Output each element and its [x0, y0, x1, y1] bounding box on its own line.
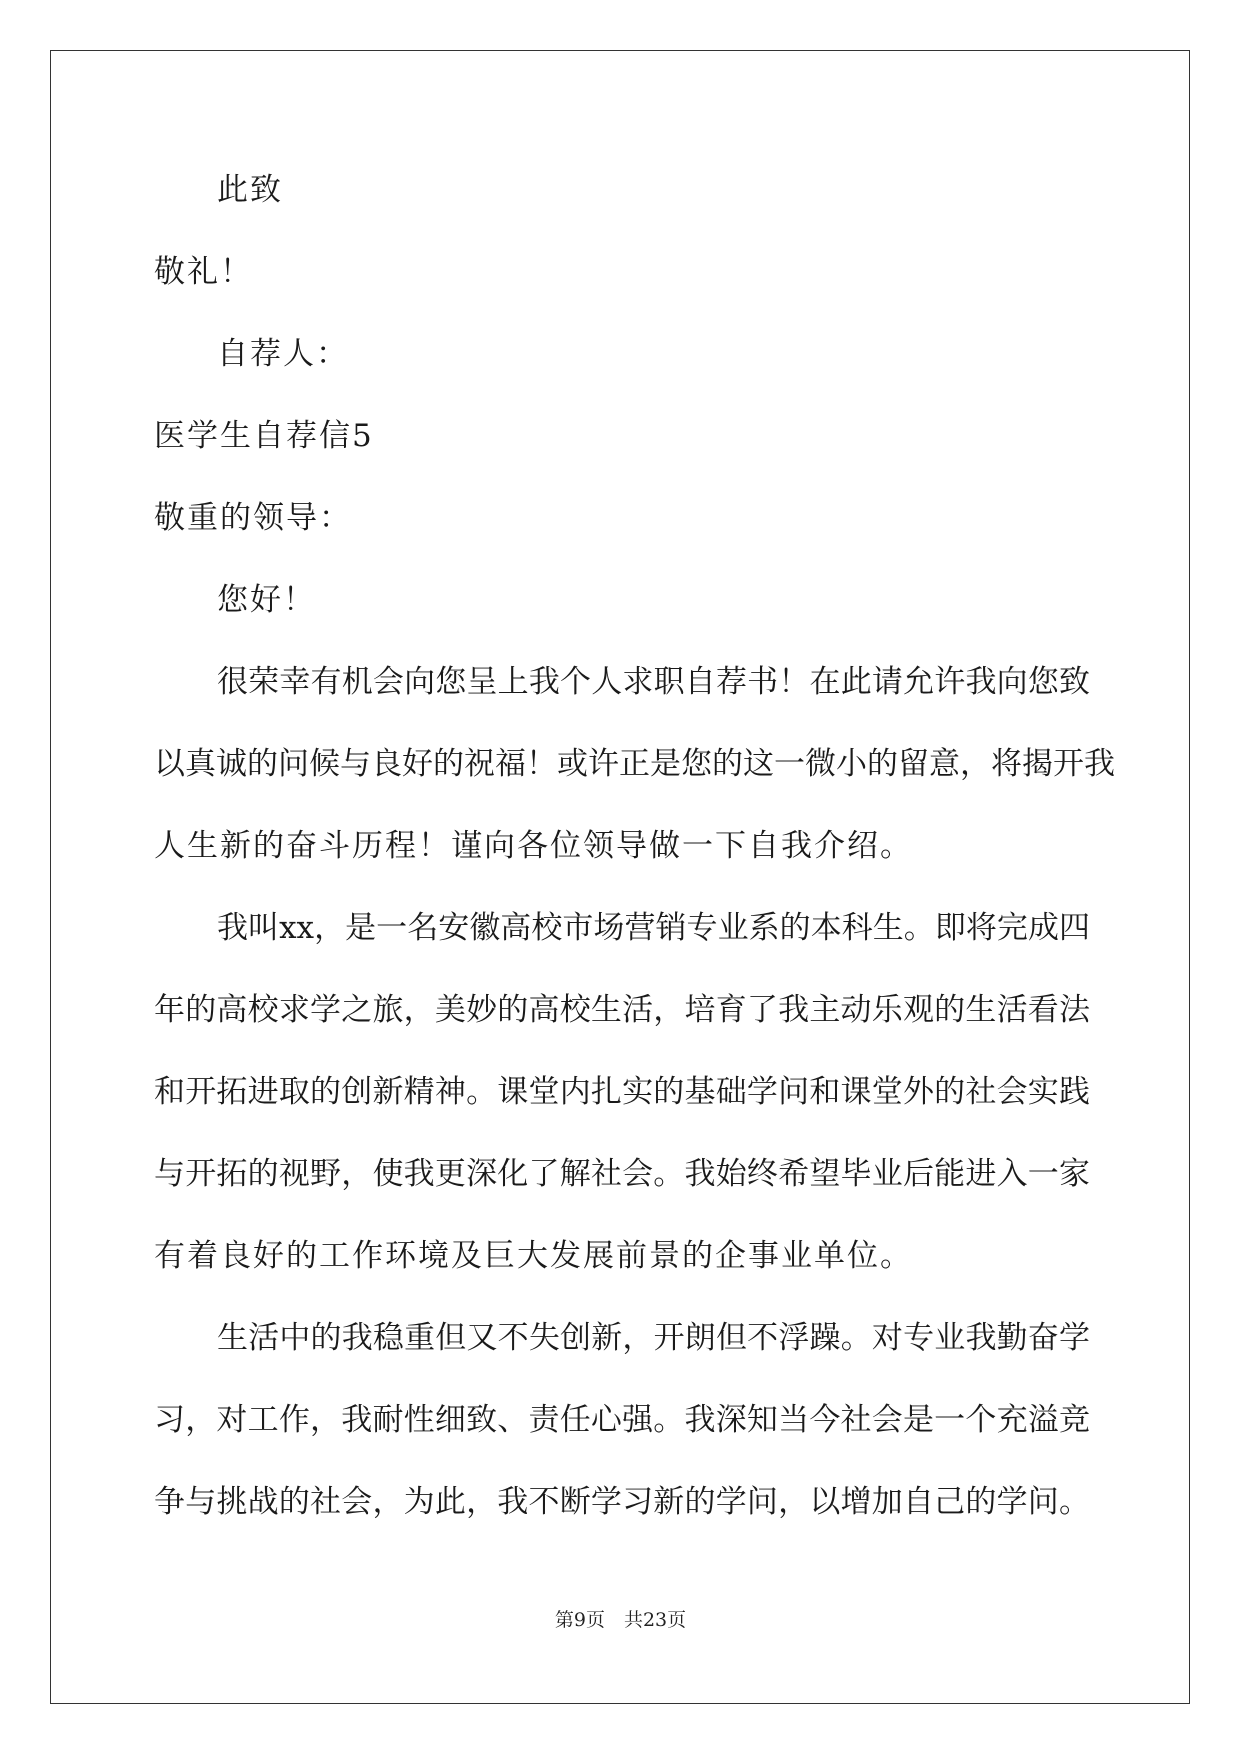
paragraph-2-line-2: 年的高校求学之旅，美妙的高校生活，培育了我主动乐观的生活看法	[154, 992, 1090, 1028]
signature-label: 自荐人：	[217, 336, 349, 372]
paragraph-2-line-5: 有着良好的工作环境及巨大发展前景的企事业单位。	[154, 1238, 913, 1274]
letter-title: 医学生自荐信5	[154, 418, 374, 454]
paragraph-3-line-1: 生活中的我稳重但又不失创新，开朗但不浮躁。对专业我勤奋学	[217, 1320, 1090, 1356]
page-border	[50, 50, 1190, 1704]
letter-hello: 您好！	[217, 582, 316, 618]
paragraph-2-line-1: 我叫xx，是一名安徽高校市场营销专业系的本科生。即将完成四	[217, 910, 1090, 946]
paragraph-1-line-1: 很荣幸有机会向您呈上我个人求职自荐书！在此请允许我向您致	[217, 664, 1090, 700]
paragraph-1-line-2: 以真诚的问候与良好的祝福！或许正是您的这一微小的留意，将揭开我	[154, 746, 1115, 782]
paragraph-3-line-2: 习，对工作，我耐性细致、责任心强。我深知当今社会是一个充溢竞	[154, 1402, 1090, 1438]
closing-salutation: 此致	[217, 172, 283, 208]
closing-regards: 敬礼！	[154, 254, 253, 290]
letter-greeting: 敬重的领导：	[154, 500, 352, 536]
paragraph-3-line-3: 争与挑战的社会，为此，我不断学习新的学问，以增加自己的学问。	[154, 1484, 1090, 1520]
page-number: 第9页 共23页	[554, 1609, 687, 1631]
paragraph-2-line-4: 与开拓的视野，使我更深化了解社会。我始终希望毕业后能进入一家	[154, 1156, 1090, 1192]
paragraph-1-line-3: 人生新的奋斗历程！谨向各位领导做一下自我介绍。	[154, 828, 913, 864]
paragraph-2-line-3: 和开拓进取的创新精神。课堂内扎实的基础学问和课堂外的社会实践	[154, 1074, 1090, 1110]
